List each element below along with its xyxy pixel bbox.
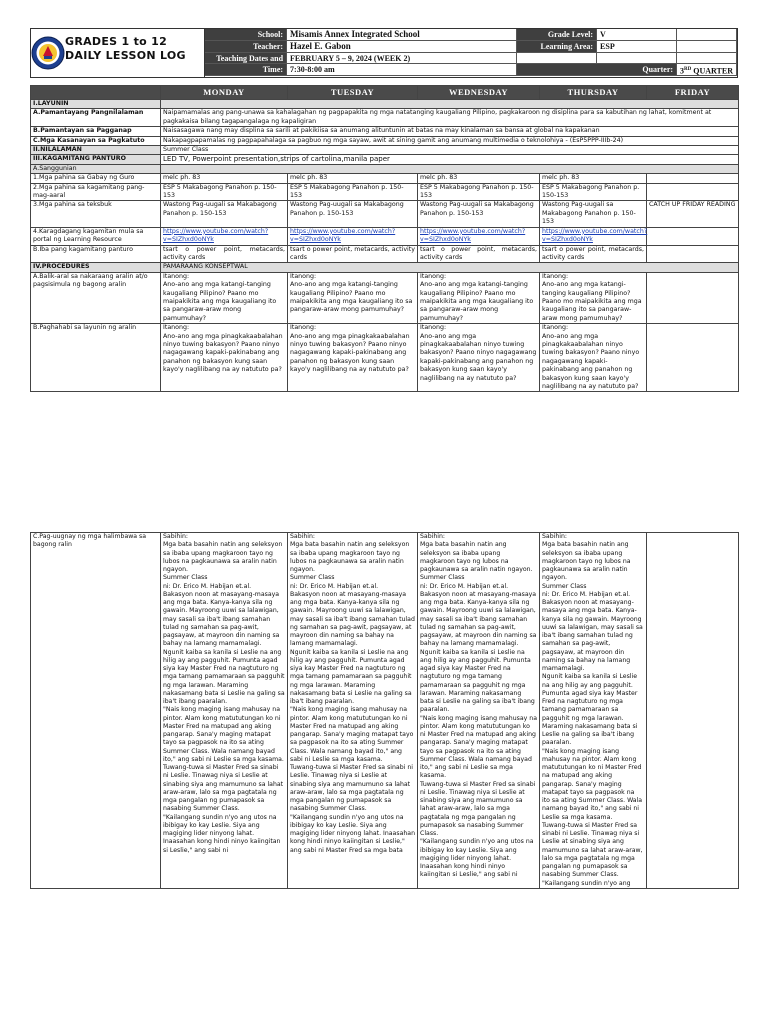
- lesson-log-table-continued: [30, 532, 739, 889]
- cell-friday: CATCH UP FRIDAY READING: [647, 201, 739, 227]
- quarter-label: Quarter:: [517, 64, 677, 76]
- day-header-row: [31, 86, 739, 100]
- row-paghahabi: [31, 324, 739, 392]
- cell-wednesday: Itanong: Ano-ano ang mga pinagkakaabalahan ninyo tuwing bakasyon? Paano ninyo nagagawang kapaki-pakinabang ang panahon ng bakasyon kung saan kayo'y naglilibang na ay natututo pa?: [418, 324, 540, 392]
- cell-thursday: [540, 227, 647, 245]
- school-value: Misamis Annex Integrated School: [287, 29, 517, 41]
- cell-wednesday: [418, 227, 540, 245]
- cell-thursday: Itanong: Ano-ano ang mga pinagkakaabalahan ninyo tuwing bakasyon? Paano ninyo nagagawang kapaki-pakinabang ang panahon ng bakasyon kung saan kayo'y naglilibang na ay natututo pa?: [540, 324, 647, 392]
- deped-seal-logo: [31, 29, 65, 77]
- row-label: III.KAGAMITANG PANTURO: [31, 155, 161, 164]
- quarter-word: QUARTER: [691, 66, 733, 76]
- cell-monday: tsart o power point, metacards, activity cards: [161, 245, 288, 263]
- row-pag-uugnay: [31, 533, 739, 889]
- row-label: 4.Karagdagang kagamitan mula sa portal ng Learning Resource: [31, 227, 161, 245]
- form-title-line2: DAILY LESSON LOG: [65, 49, 186, 62]
- cell-friday: [647, 245, 739, 263]
- youtube-link[interactable]: https://www.youtube.com/watch?v=SIZhxd0oNYk: [420, 227, 526, 244]
- cell-tuesday: Sabihin: Mga bata basahin natin ang seleksyon sa ibaba upang magkaroon tayo ng lubos na pagkaunawa sa aralin natin ngayon. Summer Class ni: Dr. Erico M. Habijan et.al. Bakasyon noon at masayang-masaya ang mga bata. Kanya-kanya sila ng gawain. Mayroong uuwi sa lalawigan, may sasali sa iba't ibang samahan tulad ng samahan sa pag-awit, pagsayaw, at mayroon din naming sa bahay na lamang mamamalagi. Ngunit kaiba sa kanila si Leslie na ang hilig ay ang pagguhit. Pumunta agad siya kay Master Fred na nagtuturo ng mga tamang pamamaraan sa pagguhit ng mga larawan. Maraming nakasamang bata si Leslie na galing sa iba't ibang paaralan. "Nais kong maging isang mahusay na pintor. Alam kong matututungan ko ni Master Fred na matupad ang aking pangarap. Sana'y maging matapat tayo sa pagpasok na ito sa ating Summer Class. Wala namang bayad ito," ang sabi ni Leslie sa mga kasama. Tuwang-tuwa si Master Fred sa sinabi ni Leslie. Tinawag niya si Leslie at sinabing siya ang mamumuno sa lahat araw-araw, lalo sa mga pagtatala ng mga pangalan ng pumapasok sa nasabing Summer Class. "Kailangang sundin n'yo ang utos na ibibigay ko kay Leslie. Siya ang magiging lider ninyong lahat. Inaasahan kong hindi ninyo kaiingitan si Leslie," ang sabi ni Master Fred sa mga bata: [288, 533, 418, 889]
- cell-monday: Sabihin: Mga bata basahin natin ang seleksyon sa ibaba upang magkaroon tayo ng lubos na pagkaunawa sa aralin natin ngayon. Summer Class ni: Dr. Erico M. Habijan et.al. Bakasyon noon at masayang-masaya ang mga bata. Kanya-kanya sila ng gawain. Mayroong uuwi sa lalawigan, may sasali sa iba't ibang samahan tulad ng samahan sa pag-awit, pagsayaw, at mayroon din naming sa bahay na lamang mamamalagi. Ngunit kaiba sa kanila si Leslie na ang hilig ay ang pagguhit. Pumunta agad siya kay Master Fred na nagtuturo ng mga tamang pamamaraan sa pagguhit ng mga larawan. Maraming nakasamang bata si Leslie na galing sa iba't ibang paaralan. "Nais kong maging isang mahusay na pintor. Alam kong matututungan ko ni Master Fred na matupad ang aking pangarap. Sana'y maging matapat tayo sa pagpasok na ito sa ating Summer Class. Wala namang bayad ito," ang sabi ni Leslie sa mga kasama. Tuwang-tuwa si Master Fred sa sinabi ni Leslie. Tinawag niya si Leslie at sinabing siya ang mamumuno sa lahat araw-araw, lalo sa mga pagtatala ng mga pangalan ng pumapasok sa nasabing Summer Class. "Kailangang sundin n'yo ang utos na ibibigay ko kay Leslie. Siya ang magiging lider ninyong lahat. Inaasahan kong hindi ninyo kaiingitan si Leslie," ang sabi ni: [161, 533, 288, 889]
- row-text: LED TV, Powerpoint presentation,strips of cartolina,manila paper: [161, 155, 739, 164]
- row-label: A.Sanggunian: [31, 164, 161, 173]
- section-label: I.LAYUNIN: [31, 100, 161, 109]
- row-kagamitang-panturo: [31, 155, 739, 164]
- cell-wednesday: tsart o power point, metacards, activity cards: [418, 245, 540, 263]
- section-row-layunin: [31, 100, 739, 109]
- cell-tuesday: melc ph. 83: [288, 174, 418, 183]
- quarter-number: 3: [680, 66, 685, 76]
- row-label: B.Paghahabi sa layunin ng aralin: [31, 324, 161, 392]
- form-title: [65, 29, 204, 77]
- row-label: 2.Mga pahina sa kagamitang pang-mag-aaral: [31, 183, 161, 201]
- cell-tuesday: Wastong Pag-uugali sa Makabagong Panahon p. 150-153: [288, 201, 418, 227]
- row-label: C.Pag-uugnay ng mga halimbawa sa bagong ralin: [31, 533, 161, 889]
- row-label: B.Pamantayan sa Pagganap: [31, 127, 161, 136]
- page-1: [30, 28, 738, 473]
- cell-tuesday: [288, 227, 418, 245]
- cell-tuesday: tsart o power point, metacards, activity cards: [288, 245, 418, 263]
- row-balik-aral: [31, 272, 739, 323]
- section-fill: [161, 100, 739, 109]
- cell-wednesday: melc ph. 83: [418, 174, 540, 183]
- form-title-line1: GRADES 1 to 12: [65, 35, 168, 48]
- time-value: 7:30-8:00 am: [287, 64, 517, 76]
- grade-level-label: Grade Level:: [517, 29, 597, 41]
- cell-thursday: Sabihin: Mga bata basahin natin ang seleksyon sa ibaba upang magkaroon tayo ng lubos na pagkaunawa sa aralin natin ngayon. Summer Class ni: Dr. Erico M. Habijan et.al. Bakasyon noon at masayang-masaya ang mga bata. Kanya-kanya sila ng gawain. Mayroong uuwi sa lalawigan, may sasali sa iba't ibang samahan tulad ng samahan sa pag-awit, pagsayaw, at mayroon din naming sa bahay na lamang mamamalagi. Ngunit kaiba sa kanila si Leslie na ang hilig ay ang pagguhit. Pumunta agad siya kay Master Fred na nagtuturo ng mga tamang pamamaraan sa pagguhit ng mga larawan. Maraming nakasamang bata si Leslie na galing sa iba't ibang paaralan. "Nais kong maging isang mahusay na pintor. Alam kong matututungan ko ni Master Fred na matupad ang aking pangarap. Sana'y maging matapat tayo sa pagpasok na ito sa ating Summer Class. Wala namang bayad ito," ang sabi ni Leslie sa mga kasama. Tuwang-tuwa si Master Fred sa sinabi ni Leslie. Tinawag niya si Leslie at sinabing siya ang mamumuno sa lahat araw-araw, lalo sa mga pagtatala ng mga pangalan ng pumapasok sa nasabing Summer Class. "Kailangang sundin n'yo ang: [540, 533, 647, 889]
- teaching-dates-label: Teaching Dates and: [205, 53, 287, 65]
- row-label: A.Balik-aral sa nakaraang aralin at/o pagsisimula ng bagong aralin: [31, 272, 161, 323]
- cell-wednesday: ESP 5 Makabagong Panahon p. 150-153: [418, 183, 540, 201]
- cell-thursday: tsart o power point, metacards, activity cards: [540, 245, 647, 263]
- day-header-thursday: THURSDAY: [540, 86, 647, 100]
- cell-monday: Wastong Pag-uugali sa Makabagong Panahon p. 150-153: [161, 201, 288, 227]
- corner-cell: [31, 86, 161, 100]
- row-text: Naipamamalas ang pang-unawa sa kahalagahan ng pagpapakita ng mga natatanging kaugaliang Pilipino, pagkakaroon ng disiplina para sa kabutihan ng lahat, komitment at pagkakaisa bilang tagapangalaga ng kapaligiran: [161, 109, 739, 127]
- row-label: B.Iba pang kagamitang panturo: [31, 245, 161, 263]
- grade-level-extra: [677, 29, 737, 41]
- cell-tuesday: Itanong: Ano-ano ang mga pinagkakaabalahan ninyo tuwing bakasyon? Paano ninyo nagagawang kapaki-pakinabang ang panahon ng bakasyon kung saan kayo'y naglilibang na ay natututo pa?: [288, 324, 418, 392]
- cell-wednesday: Itanong: Ano-ano ang mga katangi-tanging kaugaliang Pilipino? Paano mo maipakikita ang mga kaugaliang ito sa pangaraw-araw mong pamumuhay?: [418, 272, 540, 323]
- row-label: A.Pamantayang Pangnilalaman: [31, 109, 161, 127]
- cell-thursday: Itanong: Ano-ano ang mga katangi-tanging kaugaliang Pilipino? Paano mo maipakikita ang mga kaugaliang ito sa pangaraw-araw mong pamumuhay?: [540, 272, 647, 323]
- teacher-value: Hazel E. Gabon: [287, 41, 517, 53]
- row-label: C.Mga Kasanayan sa Pagkatuto: [31, 136, 161, 145]
- cell-monday: ESP 5 Makabagong Panahon p. 150-153: [161, 183, 288, 201]
- row-label: IV.PROCEDURES: [31, 263, 161, 272]
- cell-friday: [647, 183, 739, 201]
- row-text: Nakapagpapamalas ng pagpapahalaga sa pagbuo ng mga sayaw, awit at sining gamit ang anumang multimedia o teknolohiya - (EsP5PPP-IIIb-24): [161, 136, 739, 145]
- teaching-dates-value: FEBRUARY 5 – 9, 2024 (WEEK 2): [287, 53, 517, 65]
- cell-friday: [647, 227, 739, 245]
- day-header-friday: FRIDAY: [647, 86, 739, 100]
- day-header-wednesday: WEDNESDAY: [418, 86, 540, 100]
- cell-monday: Itanong: Ano-ano ang mga pinagkakaabalahan ninyo tuwing bakasyon? Paano ninyo nagagawang kapaki-pakinabang ang panahon ng bakasyon kung saan kayo'y naglilibang na ay natututo pa?: [161, 324, 288, 392]
- header-info-grid: [204, 29, 737, 77]
- row-pamantayan-pagganap: [31, 127, 739, 136]
- blank-cell: [597, 53, 677, 65]
- row-sanggunian: [31, 164, 739, 173]
- section-fill: [161, 164, 739, 173]
- cell-tuesday: ESP 5 Makabagong Panahon p. 150-153: [288, 183, 418, 201]
- lesson-log-table: [30, 85, 739, 392]
- cell-thursday: Wastong Pag-uugali sa Makabagong Panahon p. 150-153: [540, 201, 647, 227]
- cell-wednesday: Sabihin: Mga bata basahin natin ang seleksyon sa ibaba upang magkaroon tayo ng lubos na pagkaunawa sa aralin natin ngayon. Summer Class ni: Dr. Erico M. Habijan et.al. Bakasyon noon at masayang-masaya ang mga bata. Kanya-kanya sila ng gawain. Mayroong uuwi sa lalawigan, may sasali sa iba't ibang samahan tulad ng samahan sa pag-awit, pagsayaw, at mayroon din naming sa bahay na lamang mamamalagi. Ngunit kaiba sa kanila si Leslie na ang hilig ay ang pagguhit. Pumunta agad siya kay Master Fred na nagtuturo ng mga tamang pamamaraan sa pagguhit ng mga larawan. Maraming nakasamang bata si Leslie na galing sa iba't ibang paaralan. "Nais kong maging isang mahusay na pintor. Alam kong matututungan ko ni Master Fred na matupad ang aking pangarap. Sana'y maging matapat tayo sa pagpasok na ito sa ating Summer Class. Wala namang bayad ito," ang sabi ni Leslie sa mga kasama. Tuwang-tuwa si Master Fred sa sinabi ni Leslie. Tinawag niya si Leslie at sinabing siya ang mamumuno sa lahat araw-araw, lalo sa mga pagtatala ng mga pangalan ng pumapasok sa nasabing Summer Class. "Kailangang sundin n'yo ang utos na ibibigay ko kay Leslie. Siya ang magiging lider ninyong lahat. Inaasahan kong hindi ninyo kaiingitan si Leslie," ang sabi ni: [418, 533, 540, 889]
- row-label: II.NILALAMAN: [31, 146, 161, 155]
- row-text: PAMARAANG KONSEPTWAL: [161, 263, 739, 272]
- cell-thursday: melc ph. 83: [540, 174, 647, 183]
- cell-friday: [647, 324, 739, 392]
- youtube-link[interactable]: https://www.youtube.com/watch?v=SIZhxd0oNYk: [542, 227, 648, 244]
- seal-icon: [31, 36, 65, 70]
- row-karagdagang-kagamitan: [31, 227, 739, 245]
- day-header-monday: MONDAY: [161, 86, 288, 100]
- cell-monday: Itanong: Ano-ano ang mga katangi-tanging kaugaliang Pilipino? Paano mo maipakikita ang mga kaugaliang ito sa pangaraw-araw mong pamumuhay?: [161, 272, 288, 323]
- row-label: 1.Mga pahina sa Gabay ng Guro: [31, 174, 161, 183]
- row-label: 3.Mga pahina sa teksbuk: [31, 201, 161, 227]
- time-label: Time:: [205, 64, 287, 76]
- row-text: Summer Class: [161, 146, 739, 155]
- day-header-tuesday: TUESDAY: [288, 86, 418, 100]
- grade-level-value: V: [597, 29, 677, 41]
- row-teksbuk: [31, 201, 739, 227]
- learning-area-extra: [677, 41, 737, 53]
- cell-thursday: ESP 5 Makabagong Panahon p. 150-153: [540, 183, 647, 201]
- row-text: Naisasagawa nang may displina sa sarili at pakikiisa sa anumang alituntunin at batas na may kinalaman sa bansa at global na kapakanan: [161, 127, 739, 136]
- teacher-label: Teacher:: [205, 41, 287, 53]
- row-procedures: [31, 263, 739, 272]
- cell-friday: [647, 174, 739, 183]
- cell-monday: melc ph. 83: [161, 174, 288, 183]
- cell-monday: [161, 227, 288, 245]
- quarter-suffix: RD: [684, 67, 692, 73]
- youtube-link[interactable]: https://www.youtube.com/watch?v=SIZhxd0oNYk: [290, 227, 396, 244]
- blank-cell: [677, 53, 737, 65]
- learning-area-label: Learning Area:: [517, 41, 597, 53]
- row-gabay-guro: [31, 174, 739, 183]
- school-label: School:: [205, 29, 287, 41]
- cell-tuesday: Itanong: Ano-ano ang mga katangi-tanging kaugaliang Pilipino? Paano mo maipakikita ang mga kaugaliang ito sa pangaraw-araw mong pamumuhay?: [288, 272, 418, 323]
- row-iba-pang-kagamitan: [31, 245, 739, 263]
- cell-wednesday: Wastong Pag-uugali sa Makabagong Panahon p. 150-153: [418, 201, 540, 227]
- row-mga-kasanayan: [31, 136, 739, 145]
- cell-friday: [647, 272, 739, 323]
- page-2: [30, 532, 738, 1002]
- youtube-link[interactable]: https://www.youtube.com/watch?v=SIZhxd0oNYk: [163, 227, 269, 244]
- row-kagamitang-mag-aaral: [31, 183, 739, 201]
- row-pamantayang-pangnilalaman: [31, 109, 739, 127]
- learning-area-value: ESP: [597, 41, 677, 53]
- row-nilalaman: [31, 146, 739, 155]
- quarter-value: [677, 64, 737, 76]
- header-block: [30, 28, 738, 78]
- blank-cell: [517, 53, 597, 65]
- cell-friday: [647, 533, 739, 889]
